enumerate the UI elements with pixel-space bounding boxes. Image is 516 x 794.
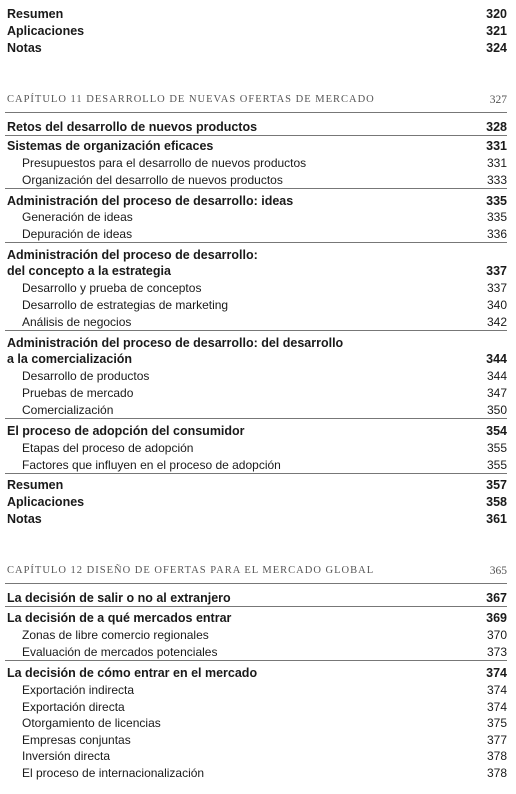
entry-page: 367: [486, 591, 507, 605]
entry-title: Desarrollo de estrategias de marketing: [22, 298, 229, 312]
entry-page: 374: [486, 666, 507, 680]
entry-title: El proceso de internacionalización: [22, 766, 205, 780]
toc-entry-aplicaciones: [7, 24, 507, 38]
entry-title: Otorgamiento de licencias: [22, 716, 161, 730]
toc-subentry: [22, 628, 507, 642]
entry-page: 331: [486, 156, 507, 170]
entry-title: Depuración de ideas: [22, 227, 133, 241]
entry-page: 340: [486, 298, 507, 312]
entry-title: Comercialización: [22, 403, 114, 417]
toc-subentry: [22, 315, 507, 329]
entry-title: a la comercialización: [7, 352, 133, 366]
entry-page: 378: [486, 766, 507, 780]
entry-title: Análisis de negocios: [22, 315, 132, 329]
toc-subentry: [22, 749, 507, 763]
entry-page: 331: [486, 139, 507, 153]
toc-subentry: [22, 766, 507, 780]
toc-subentry: [22, 700, 507, 714]
chapter-12-heading: [7, 565, 507, 577]
toc-entry: [7, 352, 507, 366]
entry-page: 361: [486, 512, 507, 526]
chapter-page: 327: [489, 94, 507, 106]
entry-page: 374: [486, 700, 507, 714]
entry-page: 350: [486, 403, 507, 417]
entry-page: 357: [486, 478, 507, 492]
toc-subentry: [22, 369, 507, 383]
entry-page: 344: [486, 352, 507, 366]
toc-subentry: [22, 298, 507, 312]
toc-entry-resumen: [7, 478, 507, 492]
entry-page: 344: [486, 369, 507, 383]
toc-subentry: [22, 210, 507, 224]
entry-title: La decisión de a qué mercados entrar: [7, 611, 232, 625]
toc-subentry: [22, 403, 507, 417]
entry-page: 324: [486, 41, 507, 55]
toc-subentry: [22, 441, 507, 455]
toc-subentry: [22, 683, 507, 697]
toc-entry: [7, 139, 507, 153]
entry-title: Sistemas de organización eficaces: [7, 139, 214, 153]
toc-subentry: [22, 733, 507, 747]
toc-entry: [7, 591, 507, 605]
entry-page: 354: [486, 424, 507, 438]
entry-page: 378: [486, 749, 507, 763]
entry-page: 321: [486, 24, 507, 38]
entry-page: 335: [486, 194, 507, 208]
toc-entry-notas: [7, 512, 507, 526]
entry-page: 342: [486, 315, 507, 329]
entry-page: 358: [486, 495, 507, 509]
entry-title: Etapas del proceso de adopción: [22, 441, 194, 455]
entry-title: Pruebas de mercado: [22, 386, 134, 400]
entry-title: Notas: [7, 512, 42, 526]
toc-entry: [7, 120, 507, 134]
entry-page: 374: [486, 683, 507, 697]
toc-entry-notas: [7, 41, 507, 55]
entry-title: Resumen: [7, 7, 64, 21]
entry-page: 370: [486, 628, 507, 642]
toc-subentry: [22, 227, 507, 241]
entry-page: 373: [486, 645, 507, 659]
entry-page: 377: [486, 733, 507, 747]
toc-entry: [7, 424, 507, 438]
entry-title: Administración del proceso de desarrollo: ideas: [7, 194, 294, 208]
toc-entry: [7, 336, 507, 350]
toc-subentry: [22, 458, 507, 472]
entry-title: Administración del proceso de desarrollo:: [7, 248, 258, 262]
entry-title: Notas: [7, 41, 42, 55]
entry-title: Evaluación de mercados potenciales: [22, 645, 218, 659]
entry-title: Desarrollo de productos: [22, 369, 150, 383]
entry-title: Factores que influyen en el proceso de adopción: [22, 458, 281, 472]
entry-page: 355: [486, 458, 507, 472]
entry-title: Inversión directa: [22, 749, 111, 763]
entry-title: Resumen: [7, 478, 64, 492]
toc-entry: [7, 611, 507, 625]
toc-subentry: [22, 173, 507, 187]
toc-subentry: [22, 386, 507, 400]
entry-title: Aplicaciones: [7, 495, 85, 509]
entry-title: Exportación directa: [22, 700, 125, 714]
chapter-title: CAPÍTULO 11 DESARROLLO DE NUEVAS OFERTAS DE MERCADO: [7, 94, 375, 105]
chapter-title: CAPÍTULO 12 DISEÑO DE OFERTAS PARA EL MERCADO GLOBAL: [7, 565, 375, 576]
toc-entry: [7, 248, 507, 262]
entry-title: La decisión de salir o no al extranjero: [7, 591, 231, 605]
divider: [5, 112, 507, 113]
entry-page: 337: [486, 264, 507, 278]
entry-title: Zonas de libre comercio regionales: [22, 628, 209, 642]
entry-title: Retos del desarrollo de nuevos productos: [7, 120, 258, 134]
entry-title: Empresas conjuntas: [22, 733, 131, 747]
entry-title: Generación de ideas: [22, 210, 133, 224]
entry-title: El proceso de adopción del consumidor: [7, 424, 245, 438]
toc-subentry: [22, 156, 507, 170]
toc-subentry: [22, 281, 507, 295]
entry-page: 336: [486, 227, 507, 241]
entry-title: Desarrollo y prueba de conceptos: [22, 281, 202, 295]
toc-entry-aplicaciones: [7, 495, 507, 509]
entry-page: 375: [486, 716, 507, 730]
entry-page: 347: [486, 386, 507, 400]
entry-title: Administración del proceso de desarrollo: del desarrollo: [7, 336, 344, 350]
entry-page: 355: [486, 441, 507, 455]
chapter-page: 365: [489, 565, 507, 577]
entry-page: 320: [486, 7, 507, 21]
entry-title: Organización del desarrollo de nuevos productos: [22, 173, 283, 187]
entry-page: 328: [486, 120, 507, 134]
toc-entry-resumen: [7, 7, 507, 21]
entry-title: Aplicaciones: [7, 24, 85, 38]
entry-title: Presupuestos para el desarrollo de nuevos productos: [22, 156, 307, 170]
entry-page: 333: [486, 173, 507, 187]
divider: [5, 583, 507, 584]
entry-title: La decisión de cómo entrar en el mercado: [7, 666, 258, 680]
toc-entry: [7, 666, 507, 680]
toc-subentry: [22, 716, 507, 730]
toc-entry: [7, 264, 507, 278]
entry-title: del concepto a la estrategia: [7, 264, 171, 278]
entry-title: Exportación indirecta: [22, 683, 135, 697]
chapter-11-heading: [7, 94, 507, 106]
toc-subentry: [22, 645, 507, 659]
toc-entry: [7, 194, 507, 208]
entry-page: 337: [486, 281, 507, 295]
entry-page: 335: [486, 210, 507, 224]
entry-page: 369: [486, 611, 507, 625]
